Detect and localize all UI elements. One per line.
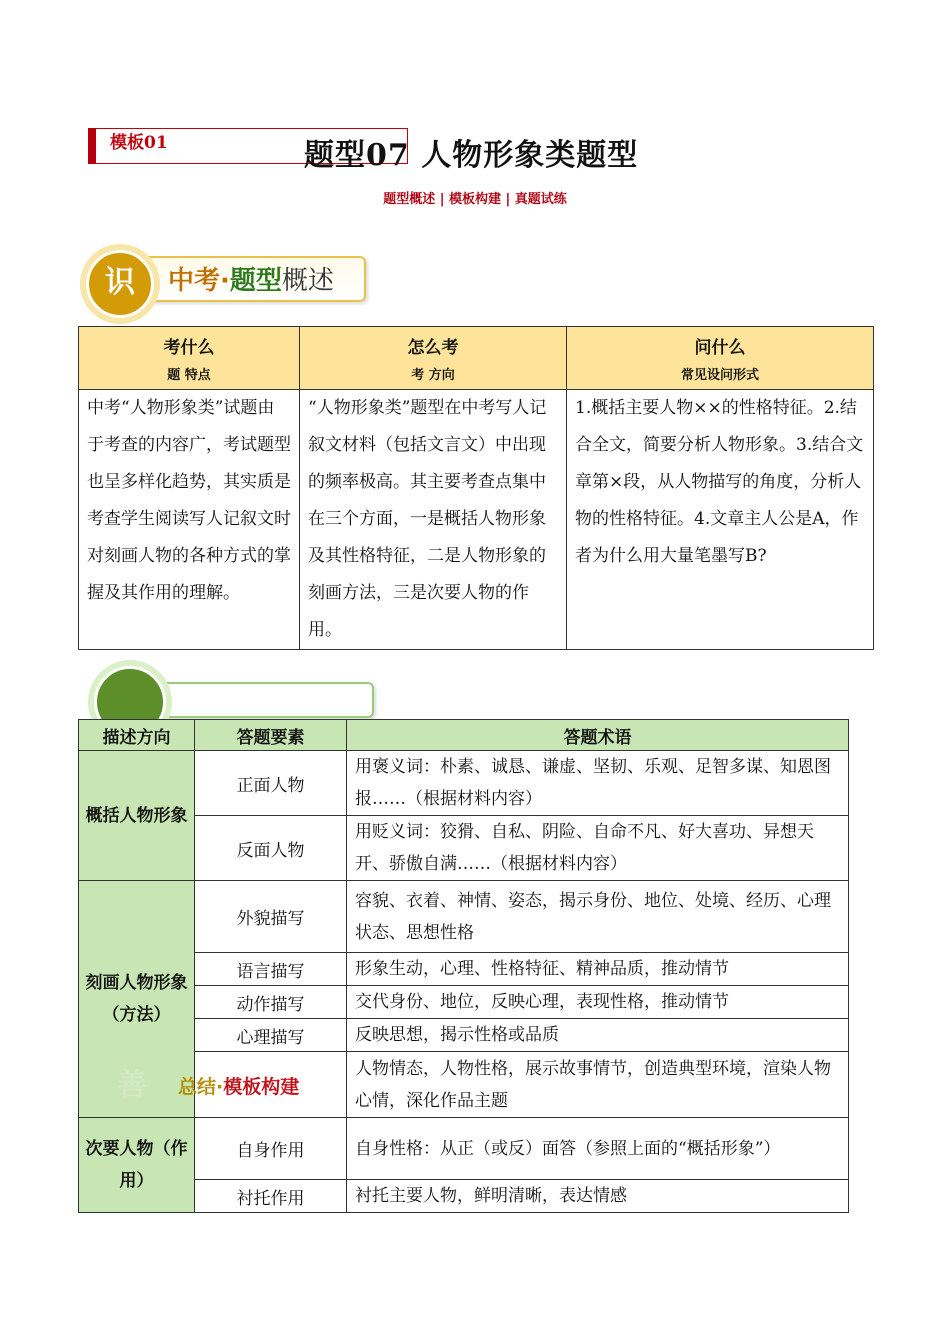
header-term: 答题术语 (347, 720, 849, 751)
header-how: 怎么考 考 方向 (300, 327, 567, 390)
term-cell: 用褒义词：朴素、诚恳、谦虚、坚韧、乐观、足智多谋、知恩图报……（根据材料内容） (347, 751, 849, 816)
cell-questions: 1.概括主要人物××的性格特征。2.结合全文，简要分析人物形象。3.结合文章第×段，从人物描写的角度，分析人物的性格特征。4.文章主人公是A，作者为什么用大量笔墨写B? (567, 390, 874, 650)
element-cell: 心理描写 (195, 1019, 347, 1052)
term-cell: 人物情态，人物性格，展示故事情节，创造典型环境，渲染人物心情，深化作品主题 (347, 1052, 849, 1118)
element-cell: 正面人物 (195, 751, 347, 816)
banner-part-3: 概述 (281, 266, 334, 296)
watermark-part-2: 模板构建 (223, 1076, 300, 1098)
answer-template-table (78, 719, 849, 1213)
term-cell: 容貌、衣着、神情、姿态，揭示身份、地位、处境、经历、心理状态、思想性格 (347, 881, 849, 953)
term-cell: 反映思想，揭示性格或品质 (347, 1019, 849, 1052)
category-cell: 次要人物（作用） (79, 1118, 195, 1213)
overview-badge-icon: 识 (86, 250, 154, 318)
element-cell: 反面人物 (195, 816, 347, 881)
term-cell: 自身性格：从正（或反）面答（参照上面的“概括形象”） (347, 1118, 849, 1180)
element-cell: 衬托作用 (195, 1180, 347, 1213)
page-title: 题型07 人物形象类题型 (304, 138, 639, 173)
template-banner (150, 682, 374, 718)
header-ask: 问什么 常见设问形式 (567, 327, 874, 390)
term-cell: 交代身份、地位，反映心理，表现性格，推动情节 (347, 986, 849, 1019)
header-element: 答题要素 (195, 720, 347, 751)
overview-banner-title (168, 260, 334, 297)
header-direction: 描述方向 (79, 720, 195, 751)
template-tag: 模板01 (110, 133, 168, 153)
cell-features: 中考“人物形象类”试题由于考查的内容广，考试题型也呈多样化趋势，其实质是考查学生阅读写人记叙文时对刻画人物的各种方式的掌握及其作用的理解。 (79, 390, 300, 650)
header-what: 考什么 题 特点 (79, 327, 300, 390)
term-cell: 用贬义词：狡猾、自私、阴险、自命不凡、好大喜功、异想天开、骄傲自满……（根据材料内容） (347, 816, 849, 881)
summary-watermark-icon: 善 (117, 1068, 147, 1103)
term-cell: 形象生动，心理、性格特征、精神品质，推动情节 (347, 953, 849, 986)
element-cell: 自身作用 (195, 1118, 347, 1180)
banner-part-2: 题型 (229, 266, 282, 296)
element-cell: 外貌描写 (195, 881, 347, 953)
summary-watermark-text (178, 1072, 299, 1099)
category-cell: 概括人物形象 (79, 751, 195, 881)
term-cell: 衬托主要人物，鲜明清晰，表达情感 (347, 1180, 849, 1213)
banner-part-1: 中考· (168, 266, 230, 296)
cell-direction: “人物形象类”题型在中考写人记叙文材料（包括文言文）中出现的频率极高。其主要考查点集中在三个方面，一是概括人物形象及其性格特征，二是人物形象的刻画方法，三是次要人物的作用。 (300, 390, 567, 650)
watermark-part-1: 总结· (178, 1076, 224, 1098)
category-cell: 刻画人物形象（方法） (79, 881, 195, 1118)
element-cell: 动作描写 (195, 986, 347, 1019)
section-nav: 题型概述 | 模板构建 | 真题试练 (383, 192, 567, 207)
overview-table (78, 326, 874, 650)
element-cell: 语言描写 (195, 953, 347, 986)
